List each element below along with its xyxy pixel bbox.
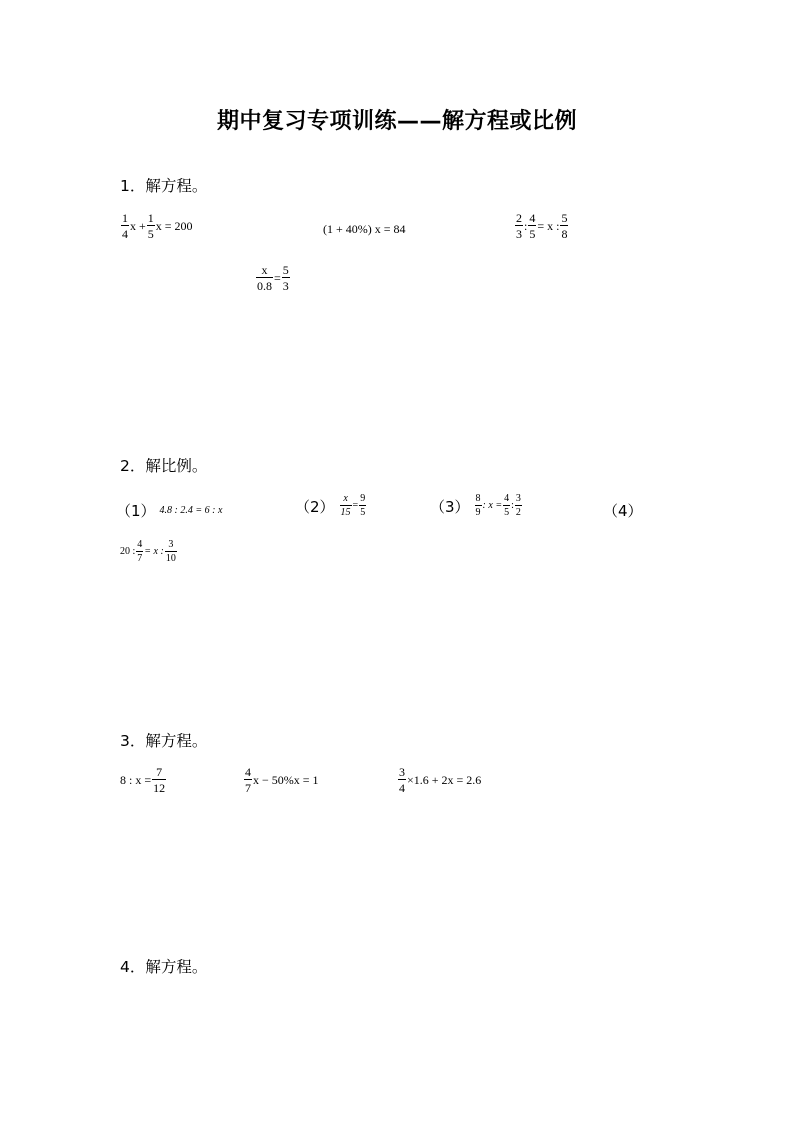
fraction: $\frac{1}{4}$ [122, 211, 128, 241]
equation-1-2: (1 + 40%) x = 84 [323, 222, 406, 236]
section-4-heading: 4．解方程。 [120, 958, 208, 976]
section-3-heading: 3．解方程。 [120, 732, 208, 750]
fraction: $\frac{x}{0.8}$ [257, 263, 272, 293]
section-1-heading: 1．解方程。 [120, 177, 208, 195]
problem-label: （1） [116, 502, 156, 520]
page-title: 期中复习专项训练——解方程或比例 [216, 109, 577, 134]
fraction: $\frac{2}{3}$ [516, 211, 522, 241]
equation-3-3: $\frac{3}{4}$ ×1.6 + 2x = 2.6 [399, 765, 482, 795]
fraction: $\frac{4}{7}$ [245, 765, 251, 795]
proportion-3: （3） $\frac{8}{9}$ : x = $\frac{4}{5}$ : $\frac{3}{2}$ [430, 493, 521, 518]
problem-label: （4） [603, 502, 643, 520]
proportion-1: （1） 4.8 : 2.4 = 6 : x [116, 502, 223, 520]
fraction: $\frac{8}{9}$ [475, 493, 481, 518]
problem-label: （2） [295, 497, 335, 516]
proportion-2: （2） $\frac{x}{15}$ = $\frac{9}{5}$ [295, 493, 366, 518]
fraction: $\frac{4}{5}$ [529, 211, 536, 241]
fraction: $\frac{3}{4}$ [399, 765, 405, 795]
equation-3-2: $\frac{4}{7}$ x − 50%x = 1 [245, 765, 319, 795]
fraction: $\frac{9}{5}$ [360, 493, 366, 518]
proportion-4: 20 : $\frac{4}{7}$ = x : $\frac{3}{10}$ [120, 539, 176, 564]
fraction: $\frac{3}{2}$ [515, 493, 521, 518]
equation-3-1: 8 : x = $\frac{7}{12}$ [120, 765, 166, 795]
fraction: $\frac{4}{7}$ [137, 539, 143, 564]
fraction: $\frac{5}{3}$ [282, 263, 289, 293]
fraction: $\frac{5}{8}$ [561, 211, 568, 241]
proportion-4-label [603, 500, 647, 521]
fraction: $\frac{4}{5}$ [504, 493, 510, 518]
section-2-heading: 2．解比例。 [120, 457, 208, 475]
problem-label: （3） [430, 497, 470, 516]
equation-1-4: $\frac{x}{0.8}$ = $\frac{5}{3}$ [257, 263, 289, 293]
fraction: $\frac{1}{5}$ [147, 211, 154, 241]
equation-1-3: $\frac{2}{3}$ : $\frac{4}{5}$ = x : $\frac{5}{8}$ [516, 211, 568, 241]
fraction: $\frac{x}{15}$ [340, 493, 351, 518]
fraction: $\frac{3}{10}$ [165, 539, 176, 564]
equation-1-1: $\frac{1}{4}$ x + $\frac{1}{5}$ x = 200 [122, 211, 193, 241]
fraction: $\frac{7}{12}$ [153, 765, 166, 795]
